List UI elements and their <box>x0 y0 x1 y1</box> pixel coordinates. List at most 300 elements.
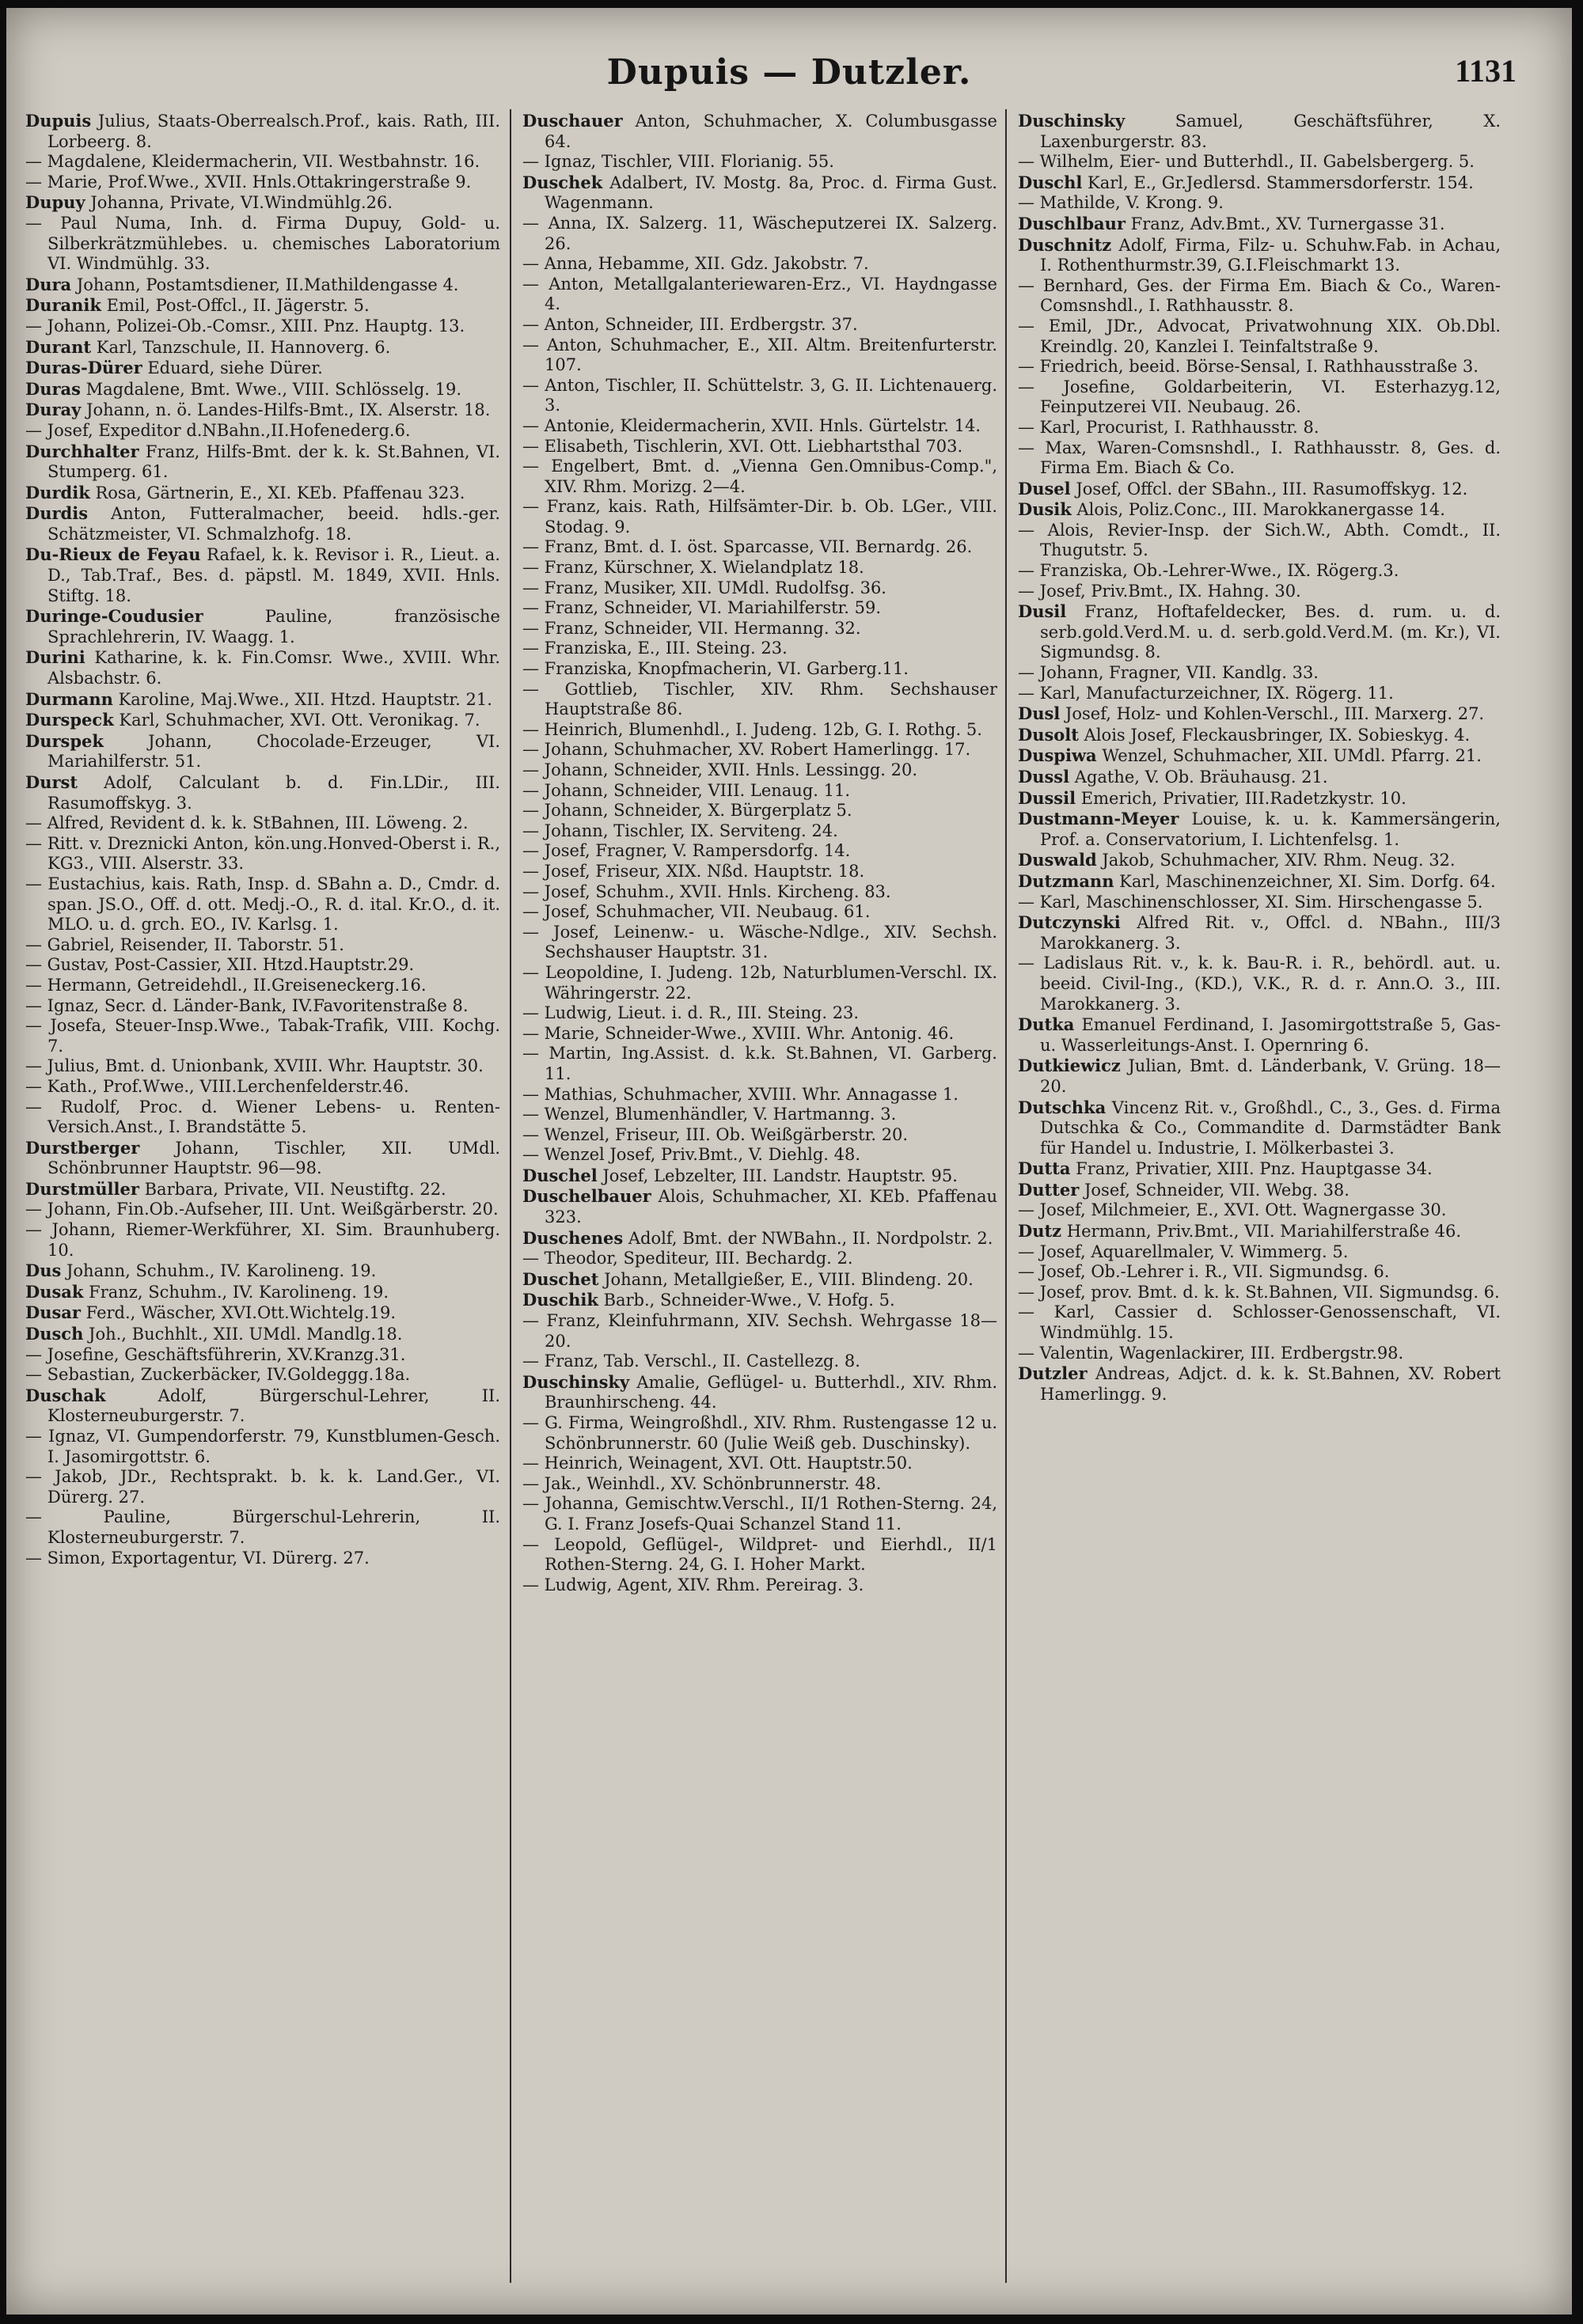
entry-surname: Dustmann-Meyer <box>1018 809 1179 829</box>
entry-surname: Duschel <box>522 1165 598 1185</box>
entry-details: — Antonie, Kleidermacherin, XVII. Hnls. Gürtelstr. 14. <box>522 415 981 435</box>
directory-entry <box>25 152 500 172</box>
entry-details: Anton, Schuhmacher, X. Columbusgasse 64. <box>545 112 997 151</box>
entry-details: — Mathilde, V. Krong. 9. <box>1018 193 1224 213</box>
directory-entry <box>25 1507 500 1548</box>
entry-details: Pauline, französische Sprachlehrerin, IV. Waagg. 1. <box>47 607 500 646</box>
entry-details: — Franz, Schneider, VII. Hermanng. 32. <box>522 618 861 638</box>
directory-entry <box>522 923 997 963</box>
entry-details: Josef, Lebzelter, III. Landstr. Hauptstr. 95. <box>597 1166 958 1185</box>
directory-entry <box>1018 912 1501 953</box>
entry-details: — Julius, Bmt. d. Unionbank, XVIII. Whr. Hauptstr. 30. <box>25 1056 484 1076</box>
directory-entry <box>522 537 997 558</box>
entry-surname: Dutter <box>1018 1179 1080 1200</box>
directory-entry <box>1018 214 1501 235</box>
directory-entry <box>1018 1014 1501 1056</box>
entry-details: — Hermann, Getreidehdl., II.Greiseneckerg.16. <box>25 975 427 995</box>
directory-entry <box>25 544 500 606</box>
entry-details: — Leopoldine, I. Judeng. 12b, Naturblumen-Verschl. IX. Währingerstr. 22. <box>522 962 997 1003</box>
directory-entry <box>522 1575 997 1596</box>
entry-surname: Duschek <box>522 172 603 192</box>
directory-entry <box>25 1179 500 1200</box>
entry-surname: Dusak <box>25 1281 84 1302</box>
entry-details: — Paul Numa, Inh. d. Firma Dupuy, Gold- u. Silberkrätzmühlebes. u. chemisches Laboratorium VI. Windmühlg. 33. <box>25 213 500 274</box>
entry-details: — Ignaz, Tischler, VIII. Florianig. 55. <box>522 152 834 172</box>
entry-details: — Elisabeth, Tischlerin, XVI. Ott. Liebhartsthal 703. <box>522 436 963 456</box>
directory-entry <box>522 1290 997 1311</box>
entry-details: — Ritt. v. Dreznicki Anton, kön.ung.Honved-Oberst i. R., KG3., VIII. Alserstr. 33. <box>25 833 500 874</box>
entry-surname: Duschnitz <box>1018 234 1112 255</box>
entry-details: — Anna, Hebamme, XII. Gdz. Jakobstr. 7. <box>522 254 869 274</box>
directory-entry <box>25 1282 500 1303</box>
entry-details: — Gustav, Post-Cassier, XII. Htzd.Hauptstr.29. <box>25 955 415 975</box>
entry-details: — Wenzel, Friseur, III. Ob. Weißgärberstr. 20. <box>522 1124 909 1144</box>
entry-details: Emerich, Privatier, III.Radetzkystr. 10. <box>1076 788 1406 808</box>
directory-entry <box>522 1228 997 1249</box>
directory-entry <box>25 772 500 813</box>
directory-entry <box>25 710 500 731</box>
entry-surname: Duschelbauer <box>522 1186 651 1207</box>
entry-details: Johann, Metallgießer, E., VIII. Blindeng. 20. <box>598 1269 974 1289</box>
entry-details: — Franz, Bmt. d. I. öst. Sparcasse, VII. Bernardg. 26. <box>522 537 973 557</box>
directory-entry <box>1018 809 1501 850</box>
directory-entry <box>25 442 500 483</box>
entry-details: Adolf, Bmt. der NWBahn., II. Nordpolstr. 2. <box>623 1228 993 1248</box>
entry-details: — Franz, kais. Rath, Hilfsämter-Dir. b. Ob. LGer., VIII. Stodag. 9. <box>522 497 997 536</box>
entry-details: — Johanna, Gemischtw.Verschl., II/1 Rothen-Sterng. 24, G. I. Franz Josefs-Quai Schanzel Stand 11. <box>522 1494 997 1534</box>
directory-entry <box>522 1024 997 1044</box>
entry-details: — Rudolf, Proc. d. Wiener Lebens- u. Renten-Versich.Anst., I. Brandstätte 5. <box>25 1097 500 1137</box>
entry-surname: Dutkiewicz <box>1018 1056 1121 1076</box>
entry-surname: Duschl <box>1018 172 1083 192</box>
directory-entry <box>522 1085 997 1105</box>
entry-details: Vincenz Rit. v., Großhdl., C., 3., Ges. d. Firma Dutschka & Co., Commandite d. Darmstädter Bank für Handel u. Industrie, I. Mölkerbastei 3. <box>1040 1098 1501 1158</box>
entry-details: — Engelbert, Bmt. d. „Vienna Gen.Omnibus-Comp.", XIV. Rhm. Morizg. 2—4. <box>522 457 997 496</box>
directory-entry <box>25 400 500 421</box>
entry-details: — Marie, Prof.Wwe., XVII. Hnls.Ottakringerstraße 9. <box>25 172 472 191</box>
entry-surname: Duranik <box>25 295 101 316</box>
entry-details: — Anton, Tischler, II. Schüttelstr. 3, G. II. Lichtenauerg. 3. <box>522 375 997 415</box>
entry-details: — Johann, Fin.Ob.-Aufseher, III. Unt. Weißgärberstr. 20. <box>25 1200 499 1219</box>
entry-details: Alois, Poliz.Conc., III. Marokkanergasse 14. <box>1071 500 1445 520</box>
entry-details: Karl, Schuhmacher, XVI. Ott. Veronikag. 7. <box>113 711 480 730</box>
entry-details: — Karl, Manufacturzeichner, IX. Rögerg. 11. <box>1018 683 1394 703</box>
entry-details: — Johann, Schneider, VIII. Lenaug. 11. <box>522 780 851 800</box>
entry-surname: Duschenes <box>522 1227 624 1248</box>
entry-details: — Johann, Polizei-Ob.-Comsr., XIII. Pnz. Hauptg. 13. <box>25 316 465 336</box>
directory-entry <box>25 421 500 442</box>
directory-entry <box>25 358 500 379</box>
directory-entry <box>25 935 500 956</box>
directory-entry <box>522 862 997 882</box>
directory-entry <box>1018 479 1501 500</box>
entry-details: — Ignaz, VI. Gumpendorferstr. 79, Kunstblumen-Gesch. I. Jasomirgottstr. 6. <box>25 1427 500 1466</box>
entry-details: Johann, Schuhm., IV. Karolineng. 19. <box>61 1261 377 1281</box>
entry-details: — Josef, Fragner, V. Rampersdorfg. 14. <box>522 841 851 861</box>
directory-entry <box>522 1003 997 1024</box>
entry-surname: Dusch <box>25 1324 84 1344</box>
directory-entry <box>522 1413 997 1454</box>
column-3 <box>1018 111 1501 2295</box>
directory-entry <box>1018 1056 1501 1097</box>
entry-details: Adolf, Bürgerschul-Lehrer, II. Klosterneuburgerstr. 7. <box>47 1386 500 1426</box>
directory-entry <box>522 1352 997 1372</box>
entry-details: Franz, Schuhm., IV. Karolineng. 19. <box>83 1282 389 1302</box>
directory-entry <box>522 1145 997 1166</box>
entry-surname: Duringe-Coudusier <box>25 606 203 627</box>
entry-details: — Josef, Schuhm., XVII. Hnls. Kircheng. 83. <box>522 881 891 901</box>
entry-details: Adolf, Firma, Filz- u. Schuhw.Fab. in Achau, I. Rothenthurmstr.39, G.I.Fleischmarkt 13. <box>1040 235 1501 275</box>
directory-entry <box>1018 850 1501 871</box>
entry-surname: Dusel <box>1018 478 1071 499</box>
entry-details: Samuel, Geschäftsführer, X. Laxenburgerstr. 83. <box>1040 112 1501 151</box>
entry-details: — Simon, Exportagentur, VI. Dürerg. 27. <box>25 1548 370 1568</box>
entry-surname: Duschlbaur <box>1018 213 1126 233</box>
directory-entry <box>1018 152 1501 172</box>
directory-entry <box>25 647 500 688</box>
directory-entry <box>25 1324 500 1345</box>
entry-details: — Marie, Schneider-Wwe., XVIII. Whr. Antonig. 46. <box>522 1023 955 1043</box>
directory-entry <box>1018 1363 1501 1405</box>
directory-entry <box>25 1016 500 1056</box>
entry-details: — Heinrich, Weinagent, XVI. Ott. Hauptstr.50. <box>522 1454 913 1473</box>
entry-details: — Johann, Riemer-Werkführer, XI. Sim. Braunhuberg. 10. <box>25 1220 500 1260</box>
column-divider <box>1005 109 1007 2283</box>
entry-details: — Max, Waren-Comsnshdl., I. Rathhausstr. 8, Ges. d. Firma Em. Biach & Co. <box>1018 438 1501 478</box>
directory-entry <box>25 1549 500 1569</box>
directory-entry <box>522 1186 997 1227</box>
directory-entry <box>25 1077 500 1098</box>
entry-details: Alois, Schuhmacher, XI. KEb. Pfaffenau 323. <box>545 1187 997 1227</box>
directory-entry <box>522 1454 997 1474</box>
entry-details: — Leopold, Geflügel-, Wildpret- und Eierhdl., II/1 Rothen-Sterng. 24, G. I. Hoher Markt. <box>522 1534 997 1575</box>
entry-details: — Franz, Schneider, VI. Mariahilferstr. 59. <box>522 598 882 618</box>
running-head: Dupuis — Dutzler. <box>606 52 972 93</box>
entry-details: — Franziska, Knopfmacherin, VI. Garberg.11. <box>522 659 909 679</box>
directory-entry <box>1018 703 1501 725</box>
entry-details: Emil, Post-Offcl., II. Jägerstr. 5. <box>101 296 370 316</box>
entry-details: — Gottlieb, Tischler, XIV. Rhm. Sechshauser Hauptstraße 86. <box>522 679 997 719</box>
directory-entry <box>1018 767 1501 788</box>
entry-details: — Josef, Aquarellmaler, V. Wimmerg. 5. <box>1018 1242 1349 1261</box>
directory-entry <box>522 821 997 842</box>
entry-details: — G. Firma, Weingroßhdl., XIV. Rhm. Rustengasse 12 u. Schönbrunnerstr. 60 (Julie Weiß geb. Duschinsky). <box>522 1413 997 1453</box>
entry-details: — Franz, Tab. Verschl., II. Castellezg. 8. <box>522 1352 860 1371</box>
entry-details: — Josefa, Steuer-Insp.Wwe., Tabak-Trafik, VIII. Kochg. 7. <box>25 1016 500 1056</box>
directory-entry <box>1018 745 1501 767</box>
directory-entry <box>522 1125 997 1146</box>
directory-entry <box>1018 663 1501 684</box>
entry-details: — Ladislaus Rit. v., k. k. Bau-R. i. R., behördl. aut. u. beeid. Civil-Ing., (KD.), V.K., R. d. r. Ann.O. 3., III. Marokkanerg. 3. <box>1018 953 1501 1014</box>
directory-entry <box>1018 1158 1501 1180</box>
directory-entry <box>1018 561 1501 582</box>
entry-surname: Dussl <box>1018 767 1070 787</box>
entry-details: Franz, Hilfs-Bmt. der k. k. St.Bahnen, VI. Stumperg. 61. <box>47 442 500 482</box>
entry-details: — Josef, Milchmeier, E., XVI. Ott. Wagnergasse 30. <box>1018 1200 1447 1220</box>
entry-details: — Franz, Kleinfuhrmann, XIV. Sechsh. Wehrgasse 18—20. <box>522 1311 997 1351</box>
entry-details: Louise, k. u. k. Kammersängerin, Prof. a. Conservatorium, I. Lichtenfelsg. 1. <box>1040 809 1501 849</box>
directory-entry <box>1018 276 1501 317</box>
entry-details: — Josef, Expeditor d.NBahn.,II.Hofenederg.6. <box>25 420 411 440</box>
entry-details: Julius, Staats-Oberrealsch.Prof., kais. Rath, III. Lorbeerg. 8. <box>47 112 500 151</box>
entry-details: Josef, Holz- und Kohlen-Verschl., III. Marxerg. 27. <box>1060 704 1485 724</box>
entry-details: Johann, Tischler, XII. UMdl. Schönbrunner Hauptstr. 96—98. <box>47 1138 500 1178</box>
entry-details: — Heinrich, Blumenhdl., I. Judeng. 12b, G. I. Rothg. 5. <box>522 719 982 739</box>
directory-entry <box>522 619 997 639</box>
entry-details: Karl, Tanzschule, II. Hannoverg. 6. <box>91 337 391 357</box>
entry-details: — Martin, Ing.Assist. d. k.k. St.Bahnen, VI. Garberg. 11. <box>522 1044 997 1083</box>
entry-details: — Ludwig, Lieut. i. d. R., III. Steing. 23. <box>522 1003 860 1023</box>
directory-entry <box>522 1372 997 1413</box>
entry-details: — Magdalene, Kleidermacherin, VII. Westbahnstr. 16. <box>25 152 480 172</box>
entry-surname: Dusolt <box>1018 724 1079 745</box>
entry-details: — Alfred, Revident d. k. k. StBahnen, III. Löweng. 2. <box>25 813 469 833</box>
directory-entry <box>25 1365 500 1386</box>
entry-surname: Duschinsky <box>522 1371 630 1392</box>
entry-details: — Josef, Ob.-Lehrer i. R., VII. Sigmundsg. 6. <box>1018 1262 1390 1282</box>
entry-details: Josef, Offcl. der SBahn., III. Rasumoffskyg. 12. <box>1070 479 1468 499</box>
directory-entry <box>522 275 997 315</box>
directory-entry <box>1018 357 1501 377</box>
entry-details: — Pauline, Bürgerschul-Lehrerin, II. Klosterneuburgerstr. 7. <box>25 1507 500 1547</box>
directory-entry <box>1018 1200 1501 1221</box>
entry-details: — Ludwig, Agent, XIV. Rhm. Pereirag. 3. <box>522 1575 864 1594</box>
entry-details: — Johann, Schneider, X. Bürgerplatz 5. <box>522 801 852 821</box>
directory-entry <box>25 1200 500 1220</box>
directory-entry <box>25 337 500 358</box>
entry-details: — Bernhard, Ges. der Firma Em. Biach & Co., Waren-Comsnshdl., I. Rathhausstr. 8. <box>1018 275 1501 316</box>
directory-entry <box>1018 582 1501 602</box>
entry-details: — Josef, Friseur, XIX. Nßd. Hauptstr. 18. <box>522 861 865 881</box>
entry-details: — Josefine, Goldarbeiterin, VI. Esterhazyg.12, Feinputzerei VII. Neubaug. 26. <box>1018 377 1501 417</box>
entry-details: Karl, Maschinenzeichner, XI. Sim. Dorfg. 64. <box>1114 871 1496 891</box>
entry-details: Rosa, Gärtnerin, E., XI. KEb. Pfaffenau 323. <box>89 483 465 502</box>
directory-entry <box>522 841 997 862</box>
entry-details: Wenzel, Schuhmacher, XII. UMdl. Pfarrg. 21. <box>1096 746 1482 766</box>
entry-details: — Josef, Schuhmacher, VII. Neubaug. 61. <box>522 902 871 922</box>
column-2 <box>522 111 997 2295</box>
directory-entry <box>522 659 997 680</box>
entry-surname: Duschik <box>522 1290 598 1310</box>
entry-details: Joh., Buchhlt., XII. UMdl. Mandlg.18. <box>83 1325 403 1344</box>
entry-details: Adalbert, IV. Mostg. 8a, Proc. d. Firma Gust. Wagenmann. <box>545 172 997 213</box>
entry-details: — Sebastian, Zuckerbäcker, IV.Goldeggg.18a. <box>25 1365 411 1385</box>
entry-details: — Karl, Maschinenschlosser, XI. Sim. Hirschengasse 5. <box>1018 892 1483 912</box>
entry-details: Hermann, Priv.Bmt., VII. Mariahilferstraße 46. <box>1061 1222 1462 1242</box>
entry-surname: Duschauer <box>522 111 623 131</box>
entry-details: Johanna, Private, VI.Windmühlg.26. <box>85 193 393 213</box>
directory-entry <box>25 1467 500 1507</box>
directory-entry <box>1018 1262 1501 1283</box>
entry-surname: Durdis <box>25 503 89 524</box>
column-1 <box>25 111 500 2295</box>
directory-entry <box>25 1386 500 1427</box>
entry-details: Julian, Bmt. d. Länderbank, V. Grüng. 18—20. <box>1040 1056 1501 1096</box>
directory-entry <box>25 1261 500 1282</box>
entry-surname: Durstberger <box>25 1137 140 1158</box>
directory-entry <box>25 317 500 337</box>
entry-surname: Dutzmann <box>1018 870 1114 891</box>
entry-details: — Franziska, E., III. Steing. 23. <box>522 639 788 658</box>
entry-details: Franz, Privatier, XIII. Pnz. Hauptgasse 34. <box>1070 1159 1433 1179</box>
directory-entry <box>522 1044 997 1084</box>
directory-entry <box>522 214 997 254</box>
directory-entry <box>1018 871 1501 893</box>
directory-entry <box>1018 1344 1501 1364</box>
directory-entry <box>1018 172 1501 194</box>
directory-entry <box>25 813 500 834</box>
entry-details: — Gabriel, Reisender, II. Taborstr. 51. <box>25 935 344 954</box>
directory-entry <box>25 192 500 214</box>
directory-entry <box>25 503 500 544</box>
entry-details: Karl, E., Gr.Jedlersd. Stammersdorferstr. 154. <box>1082 172 1474 192</box>
entry-surname: Duras-Dürer <box>25 358 142 378</box>
directory-entry <box>1018 684 1501 704</box>
entry-surname: Dutczynski <box>1018 912 1121 933</box>
entry-details: Anton, Futteralmacher, beeid. hdls.-ger. Schätzmeister, VI. Schmalzhofg. 18. <box>47 504 500 544</box>
entry-surname: Durchhalter <box>25 441 139 461</box>
directory-entry <box>1018 601 1501 663</box>
entry-details: Ferd., Wäscher, XVI.Ott.Wichtelg.19. <box>80 1303 397 1323</box>
directory-entry <box>522 781 997 802</box>
entry-details: — Anton, Metallgalanteriewaren-Erz., VI. Haydngasse 4. <box>522 274 997 314</box>
directory-entry <box>25 172 500 193</box>
directory-entry <box>1018 1302 1501 1343</box>
directory-entry <box>25 1056 500 1077</box>
entry-details: Franz, Hoftafeldecker, Bes. d. rum. u. d. serb.gold.Verd.M. u. d. serb.gold.Verd.M. (m. Kr.), VI. Sigmundsg. 8. <box>1040 602 1501 662</box>
directory-entry <box>522 902 997 923</box>
entry-details: — Josef, Priv.Bmt., IX. Hahng. 30. <box>1018 581 1301 601</box>
entry-surname: Dutschka <box>1018 1097 1107 1117</box>
entry-details: — Josef, Leinenw.- u. Wäsche-Ndlge., XIV. Sechsh. Sechshauser Hauptstr. 31. <box>522 922 997 962</box>
entry-details: — Johann, Tischler, IX. Serviteng. 24. <box>522 821 838 840</box>
directory-entry <box>522 437 997 457</box>
directory-entry <box>522 1535 997 1575</box>
entry-details: Emanuel Ferdinand, I. Jasomirgottstraße 5, Gas- u. Wasserleitungs-Anst. I. Opernring 6. <box>1040 1015 1501 1055</box>
entry-details: — Valentin, Wagenlackirer, III. Erdbergstr.98. <box>1018 1343 1404 1363</box>
entry-surname: Dusar <box>25 1302 81 1323</box>
directory-entry <box>522 172 997 214</box>
directory-entry <box>25 275 500 296</box>
directory-entry <box>522 720 997 741</box>
entry-details: Agathe, V. Ob. Bräuhausg. 21. <box>1069 768 1328 787</box>
entry-surname: Durst <box>25 772 78 792</box>
directory-entry <box>522 111 997 152</box>
entry-details: Johann, Postamtsdiener, II.Mathildengasse 4. <box>71 275 459 294</box>
entry-details: — Kath., Prof.Wwe., VIII.Lerchenfelderstr.46. <box>25 1076 409 1096</box>
directory-entry <box>1018 725 1501 746</box>
entry-details: — Alois, Revier-Insp. der Sich.W., Abth. Comdt., II. Thugutstr. 5. <box>1018 520 1501 560</box>
directory-entry <box>522 1269 997 1291</box>
directory-entry <box>25 976 500 996</box>
entry-details: Magdalene, Bmt. Wwe., VIII. Schlösselg. 19. <box>80 379 462 399</box>
entry-surname: Durstmüller <box>25 1178 139 1199</box>
directory-entry <box>25 1345 500 1366</box>
directory-entry <box>25 1220 500 1261</box>
directory-entry <box>1018 1221 1501 1242</box>
directory-entry <box>25 1098 500 1138</box>
entry-details: — Anton, Schneider, III. Erdbergstr. 37. <box>522 314 858 334</box>
directory-entry <box>1018 893 1501 913</box>
entry-details: Katharine, k. k. Fin.Comsr. Wwe., XVIII. Whr. Alsbachstr. 6. <box>47 648 500 688</box>
column-divider <box>510 109 511 2283</box>
entry-surname: Durdik <box>25 482 90 502</box>
directory-page <box>6 8 1572 2315</box>
entry-details: Jakob, Schuhmacher, XIV. Rhm. Neug. 32. <box>1096 851 1456 870</box>
directory-entry <box>25 996 500 1017</box>
entry-details: — Franziska, Ob.-Lehrer-Wwe., IX. Rögerg.3. <box>1018 561 1399 581</box>
entry-surname: Duras <box>25 378 81 399</box>
entry-details: — Wenzel, Blumenhändler, V. Hartmanng. 3. <box>522 1105 897 1124</box>
entry-surname: Durini <box>25 647 85 668</box>
entry-details: — Josefine, Geschäftsführerin, XV.Kranzg.31. <box>25 1344 406 1364</box>
directory-entry <box>1018 377 1501 418</box>
entry-surname: Dutta <box>1018 1158 1071 1179</box>
directory-entry <box>25 834 500 874</box>
entry-surname: Dutz <box>1018 1221 1062 1242</box>
directory-entry <box>1018 111 1501 152</box>
entry-details: — Wenzel Josef, Priv.Bmt., V. Diehlg. 48. <box>522 1145 861 1165</box>
directory-entry <box>522 740 997 760</box>
directory-entry <box>25 1138 500 1179</box>
entry-details: Rafael, k. k. Revisor i. R., Lieut. a. D., Tab.Traf., Bes. d. päpstl. M. 1849, XVII. Hnls. Stiftg. 18. <box>47 545 500 605</box>
directory-entry <box>25 1302 500 1324</box>
directory-entry <box>522 801 997 821</box>
entry-details: — Anton, Schuhmacher, E., XII. Altm. Breitenfurterstr. 107. <box>522 335 997 375</box>
directory-entry <box>522 882 997 903</box>
directory-entry <box>1018 317 1501 357</box>
directory-entry <box>522 315 997 336</box>
directory-entry <box>522 1474 997 1495</box>
directory-entry <box>522 416 997 437</box>
entry-details: — Emil, JDr., Advocat, Privatwohnung XIX. Ob.Dbl. Kreindlg. 20, Kanzlei I. Teinfaltstraße 9. <box>1018 316 1501 356</box>
entry-surname: Durspek <box>25 730 104 751</box>
directory-entry <box>1018 1180 1501 1201</box>
directory-entry <box>1018 521 1501 561</box>
directory-entry <box>25 111 500 152</box>
directory-entry <box>522 1494 997 1534</box>
entry-details: Barb., Schneider-Wwe., V. Hofg. 5. <box>598 1291 895 1310</box>
directory-entry <box>25 214 500 275</box>
directory-entry <box>522 680 997 720</box>
directory-entry <box>1018 499 1501 521</box>
entry-details: Alois Josef, Fleckausbringer, IX. Sobieskyg. 4. <box>1079 725 1471 745</box>
directory-entry <box>522 558 997 578</box>
directory-entry <box>25 606 500 647</box>
entry-details: — Johann, Fragner, VII. Kandlg. 33. <box>1018 663 1319 683</box>
entry-surname: Dussil <box>1018 787 1076 808</box>
entry-details: — Ignaz, Secr. d. Länder-Bank, IV.Favoritenstraße 8. <box>25 995 469 1015</box>
directory-entry <box>522 254 997 275</box>
directory-entry <box>522 598 997 619</box>
entry-details: Andreas, Adjct. d. k. k. St.Bahnen, XV. Robert Hamerlingg. 9. <box>1040 1364 1501 1404</box>
directory-entry <box>1018 1098 1501 1159</box>
directory-entry <box>1018 193 1501 214</box>
directory-entry <box>1018 1283 1501 1303</box>
entry-details: — Theodor, Spediteur, III. Bechardg. 2. <box>522 1249 853 1268</box>
entry-surname: Dupuis <box>25 111 92 131</box>
entry-details: — Jakob, JDr., Rechtsprakt. b. k. k. Land.Ger., VI. Dürerg. 27. <box>25 1467 500 1507</box>
directory-entry <box>522 1311 997 1352</box>
entry-details: — Anna, IX. Salzerg. 11, Wäscheputzerei IX. Salzerg. 26. <box>522 213 997 253</box>
entry-surname: Durant <box>25 336 92 357</box>
entry-details: Barbara, Private, VII. Neustiftg. 22. <box>139 1179 446 1199</box>
entry-details: Johann, n. ö. Landes-Hilfs-Bmt., IX. Alserstr. 18. <box>81 400 491 420</box>
entry-details: Johann, Chocolade-Erzeuger, VI. Mariahilferstr. 51. <box>47 731 500 772</box>
directory-entry <box>522 457 997 497</box>
entry-details: — Jak., Weinhdl., XV. Schönbrunnerstr. 48. <box>522 1473 882 1493</box>
directory-entry <box>25 731 500 772</box>
